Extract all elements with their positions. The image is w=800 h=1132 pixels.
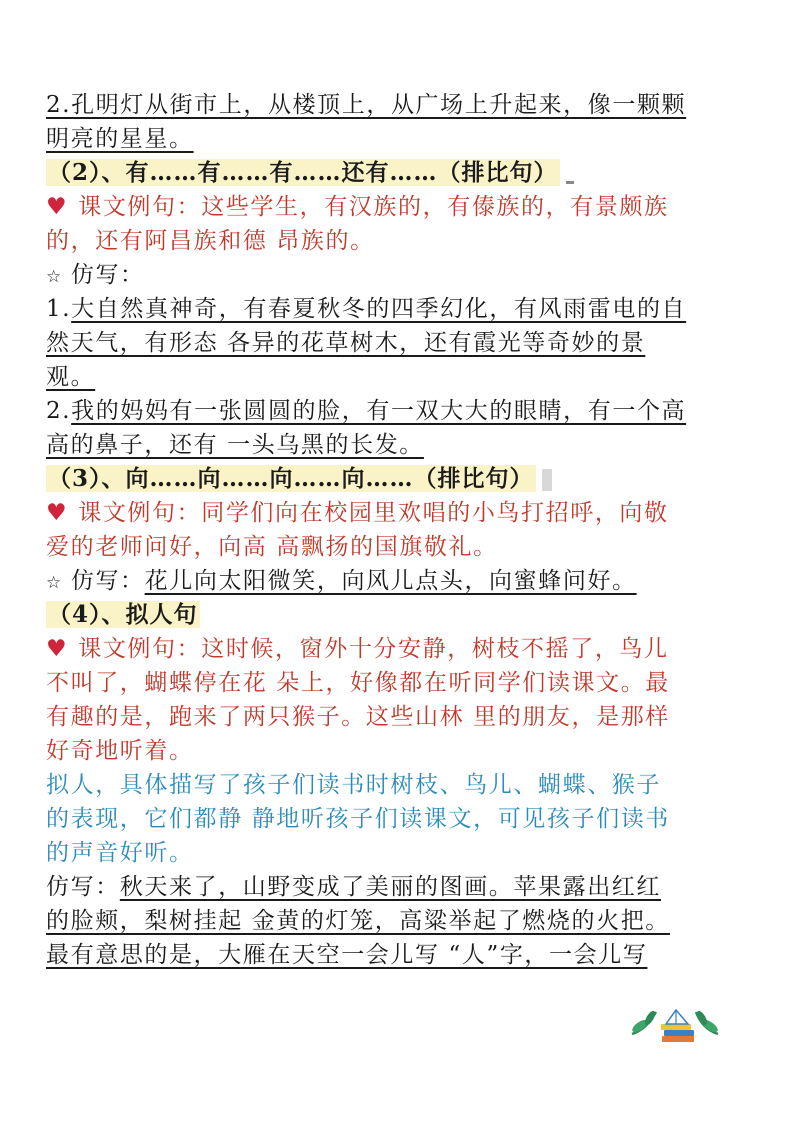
underlined-text: 花儿向太阳微笑，向风儿点头，向蜜蜂问好。 [144, 568, 637, 594]
books-plant-logo-icon [626, 1000, 724, 1050]
underlined-text: 秋天来了，山野变成了美丽的图画。苹果露出红红 [119, 874, 662, 900]
example-line [46, 700, 758, 734]
heading-text: （4）、拟人句 [48, 601, 198, 628]
text-cursor-mark [566, 181, 574, 184]
example-line [46, 734, 758, 768]
example-text: 好奇地听着。 [46, 738, 194, 764]
practice-line [46, 428, 758, 462]
imitation-label: 仿写： [70, 262, 145, 288]
example-text: 不叫了，蝴蝶停在花 朵上，好像都在听同学们读课文。最 [46, 670, 670, 696]
sentence-line [46, 122, 758, 156]
heart-icon: ♥ [46, 500, 69, 526]
underlined-text: 2.孔明灯从街市上，从楼顶上，从广场上升起来，像一颗颗 [46, 92, 687, 118]
example-text: 爱的老师问好，向高 高飘扬的国旗敬礼。 [46, 534, 498, 560]
example-text: 有趣的是，跑来了两只猴子。这些山林 里的朋友，是那样 [46, 704, 670, 730]
example-line [46, 224, 758, 258]
example-label: 课文例句： [78, 194, 202, 220]
imitation-line [46, 564, 758, 598]
text-cursor-mark [542, 469, 552, 491]
example-line [46, 632, 758, 666]
example-text: 的，还有阿昌族和德 昂族的。 [46, 228, 375, 254]
section-heading-4 [46, 598, 758, 632]
underlined-text: 高的鼻子，还有 一头乌黑的长发。 [46, 432, 424, 458]
imitation-label: 仿写： [70, 568, 145, 594]
section-heading-3 [46, 462, 758, 496]
imitation-line [46, 870, 758, 904]
practice-line [46, 292, 758, 326]
underlined-text: 观。 [46, 364, 96, 390]
imitation-line [46, 938, 758, 972]
analysis-line [46, 768, 758, 802]
practice-line [46, 394, 758, 428]
underlined-text: 我的妈妈有一张圆圆的脸，有一双大大的眼睛，有一个高 [71, 398, 687, 424]
underlined-text: 最有意思的是，大雁在天空一会儿写 “人”字，一会儿写 [46, 942, 648, 968]
example-text: 这些学生，有汉族的，有傣族的，有景颇族 [201, 194, 669, 220]
analysis-text: 的表现，它们都静 静地听孩子们读课文，可见孩子们读书 [46, 806, 670, 832]
imitation-label-line [46, 258, 758, 292]
section-heading-2 [46, 156, 758, 190]
item-number: 2. [46, 398, 72, 424]
underlined-text: 然天气，有形态 各异的花草树木，还有霞光等奇妙的景 [46, 330, 646, 356]
heart-icon: ♥ [46, 194, 69, 220]
item-number: 1. [46, 296, 72, 322]
analysis-line [46, 802, 758, 836]
example-text: 同学们向在校园里欢唱的小鸟打招呼，向敬 [201, 500, 669, 526]
imitation-line [46, 904, 758, 938]
example-line [46, 666, 758, 700]
worksheet-page [46, 88, 758, 972]
practice-line [46, 326, 758, 360]
heading-text: （3）、向……向……向……向……（排比句） [48, 465, 534, 492]
sentence-line [46, 88, 758, 122]
analysis-text: 拟人，具体描写了孩子们读书时树枝、鸟儿、蝴蝶、猴子 [46, 772, 661, 798]
imitation-label: 仿写： [46, 874, 120, 900]
practice-line [46, 360, 758, 394]
example-line [46, 496, 758, 530]
heading-text: （2）、有……有……有……还有……（排比句） [48, 159, 558, 186]
star-icon: ☆ [46, 267, 63, 287]
underlined-text: 大自然真神奇，有春夏秋冬的四季幻化，有风雨雷电的自 [71, 296, 687, 322]
underlined-text: 的脸颊，梨树挂起 金黄的灯笼，高粱举起了燃烧的火把。 [46, 908, 670, 934]
example-line [46, 190, 758, 224]
analysis-line [46, 836, 758, 870]
star-icon: ☆ [46, 573, 63, 593]
example-label: 课文例句： [78, 500, 202, 526]
example-text: 这时候，窗外十分安静，树枝不摇了，鸟儿 [201, 636, 669, 662]
example-line [46, 530, 758, 564]
analysis-text: 的声音好听。 [46, 840, 194, 866]
example-label: 课文例句： [78, 636, 202, 662]
heart-icon: ♥ [46, 636, 69, 662]
underlined-text: 明亮的星星。 [46, 126, 194, 152]
